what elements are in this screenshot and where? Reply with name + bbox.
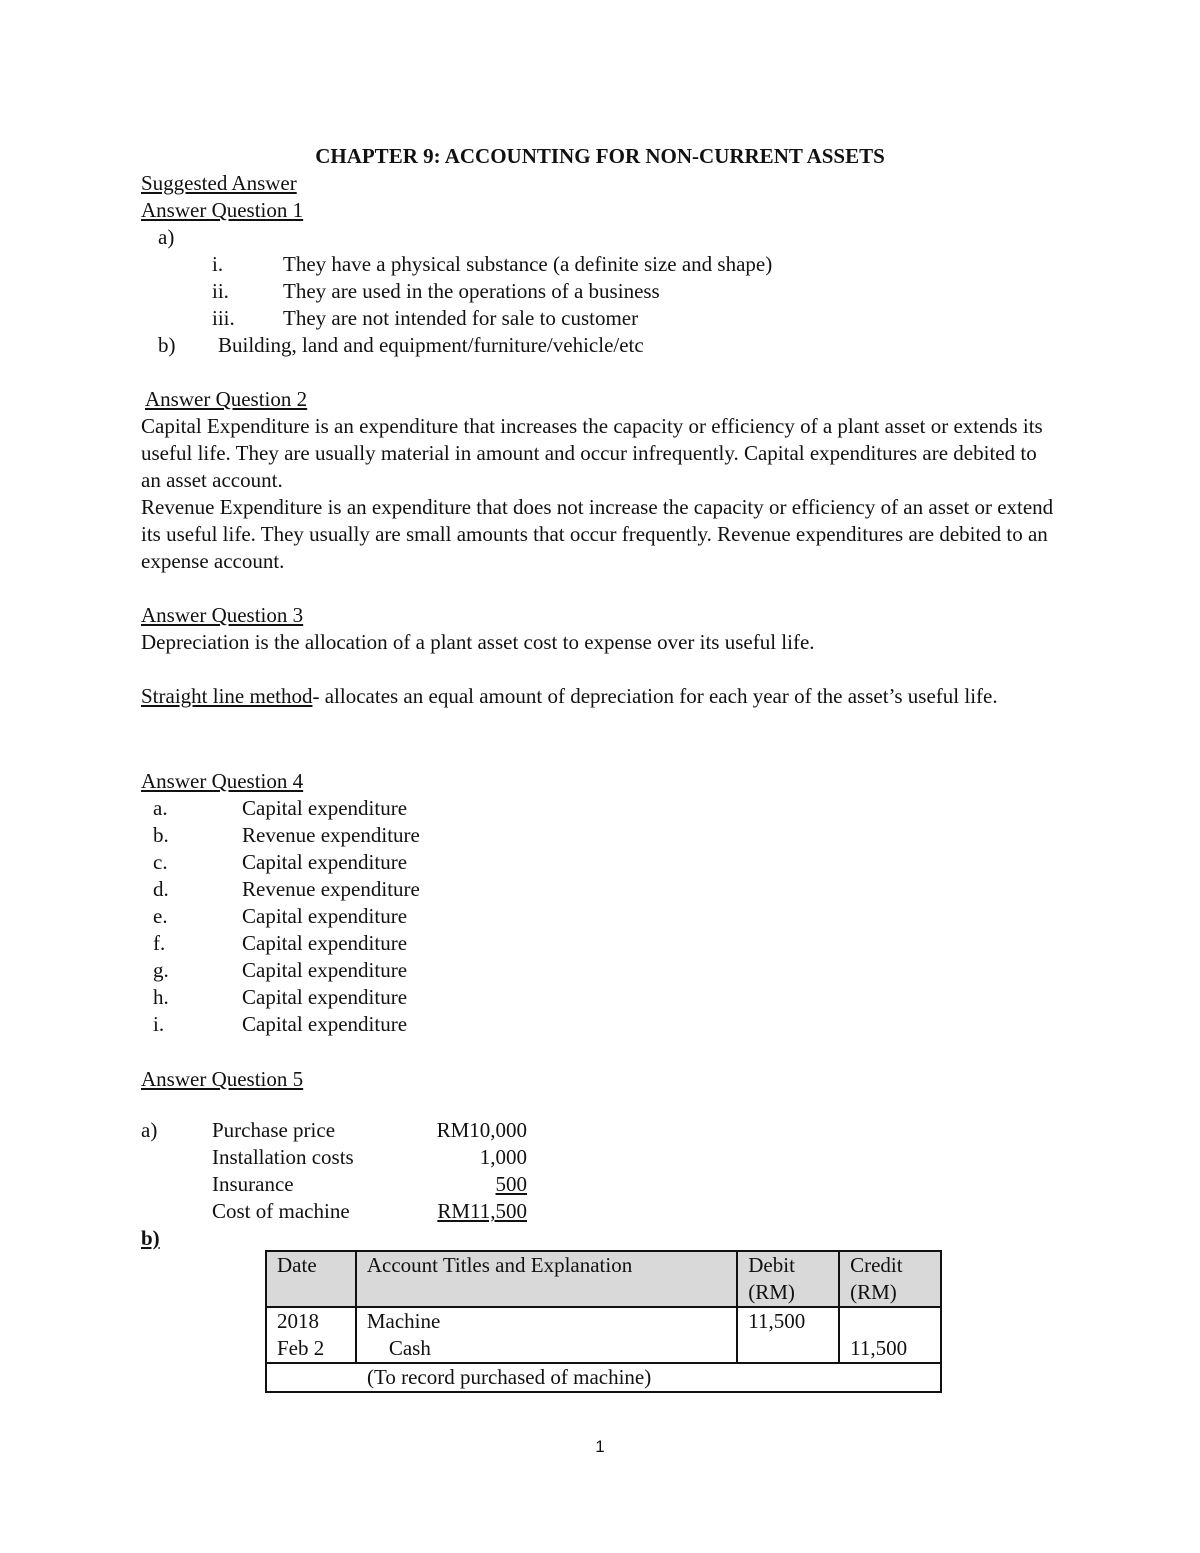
q4-letter: g.	[153, 958, 169, 982]
q4-letter: i.	[153, 1012, 165, 1036]
header-debit-line1: Debit	[748, 1253, 795, 1277]
q4-answer: Capital expenditure	[242, 1012, 408, 1036]
q2-capital-paragraph: Capital Expenditure is an expenditure that increases the capacity or efficiency of a plant asset or extends its useful life. They are usually material in amount and occur infrequently. Capital expenditures are debited to an asset account.	[141, 414, 1043, 492]
header-date: Date	[266, 1251, 356, 1307]
q2-revenue-paragraph: Revenue Expenditure is an expenditure that does not increase the capacity or efficiency of an asset or extend its useful life. They usually are small amounts that occur frequently. Revenue expenditures are debited to an expense account.	[141, 495, 1054, 573]
q4-heading: Answer Question 4	[141, 769, 304, 793]
header-credit	[839, 1251, 941, 1307]
cost-label: Cost of machine	[212, 1199, 350, 1223]
cost-total: RM11,500	[437, 1199, 527, 1223]
q5-heading: Answer Question 5	[141, 1067, 304, 1091]
q5-b-label: b)	[141, 1226, 160, 1250]
suggested-answer-heading: Suggested Answer	[141, 171, 297, 195]
q1-item-text: They are not intended for sale to customer	[283, 306, 639, 330]
q4-answer: Capital expenditure	[242, 796, 408, 820]
debit-account: Machine	[366, 1309, 441, 1333]
entry-day: Feb 2	[277, 1336, 325, 1360]
q1-item-num: iii.	[212, 306, 235, 330]
entry-date	[266, 1307, 356, 1363]
q4-answer: Revenue expenditure	[242, 877, 420, 901]
table-row	[266, 1363, 941, 1392]
q3-definition: Depreciation is the allocation of a plant asset cost to expense over its useful life.	[141, 630, 815, 654]
q3-method-label: Straight line method	[141, 684, 313, 708]
q1-a-label: a)	[158, 225, 175, 249]
chapter-title: CHAPTER 9: ACCOUNTING FOR NON-CURRENT ASSETS	[315, 144, 885, 168]
q4-answer: Capital expenditure	[242, 985, 408, 1009]
entry-debit	[737, 1307, 839, 1363]
q1-b-label: b)	[158, 333, 176, 357]
q2-heading: Answer Question 2	[145, 387, 308, 411]
header-credit-line2: (RM)	[850, 1280, 897, 1304]
q3-method-paragraph	[141, 683, 1021, 710]
cost-label: Installation costs	[212, 1145, 354, 1169]
header-account: Account Titles and Explanation	[356, 1251, 737, 1307]
q1-item-text: They have a physical substance (a definite size and shape)	[283, 252, 773, 276]
table-header-row	[266, 1251, 941, 1307]
q3-method-text: - allocates an equal amount of depreciation for each year of the asset’s useful life.	[312, 684, 998, 708]
entry-year: 2018	[277, 1309, 319, 1333]
q1-heading: Answer Question 1	[141, 198, 304, 222]
q4-answer: Capital expenditure	[242, 931, 408, 955]
q3-heading: Answer Question 3	[141, 603, 304, 627]
q4-letter: a.	[153, 796, 168, 820]
table-row	[266, 1307, 941, 1363]
q4-letter: e.	[153, 904, 168, 928]
entry-explanation: (To record purchased of machine)	[266, 1363, 941, 1392]
q4-answer: Capital expenditure	[242, 850, 408, 874]
q1-item-text: They are used in the operations of a business	[283, 279, 660, 303]
page-number: 1	[595, 1437, 605, 1456]
credit-amount: 11,500	[850, 1336, 908, 1360]
q4-letter: d.	[153, 877, 169, 901]
header-debit	[737, 1251, 839, 1307]
debit-amount: 11,500	[748, 1309, 806, 1333]
cost-label: Purchase price	[212, 1118, 336, 1142]
q5-a-label: a)	[141, 1118, 158, 1142]
entry-credit	[839, 1307, 941, 1363]
journal-entry-table	[265, 1250, 942, 1393]
header-debit-line2: (RM)	[748, 1280, 795, 1304]
cost-amount: RM10,000	[436, 1118, 527, 1142]
cost-label: Insurance	[212, 1172, 294, 1196]
q1-b-text: Building, land and equipment/furniture/vehicle/etc	[218, 333, 644, 357]
q4-letter: h.	[153, 985, 169, 1009]
credit-account: Cash	[388, 1336, 431, 1360]
q4-answer: Capital expenditure	[242, 904, 408, 928]
entry-accounts	[356, 1307, 737, 1363]
q4-letter: f.	[153, 931, 166, 955]
q4-letter: b.	[153, 823, 169, 847]
q4-answer: Revenue expenditure	[242, 823, 420, 847]
q4-letter: c.	[153, 850, 168, 874]
q4-answer: Capital expenditure	[242, 958, 408, 982]
header-credit-line1: Credit	[850, 1253, 903, 1277]
q1-item-num: i.	[212, 252, 224, 276]
cost-amount: 1,000	[479, 1145, 527, 1169]
cost-amount: 500	[495, 1172, 527, 1196]
q1-item-num: ii.	[212, 279, 229, 303]
